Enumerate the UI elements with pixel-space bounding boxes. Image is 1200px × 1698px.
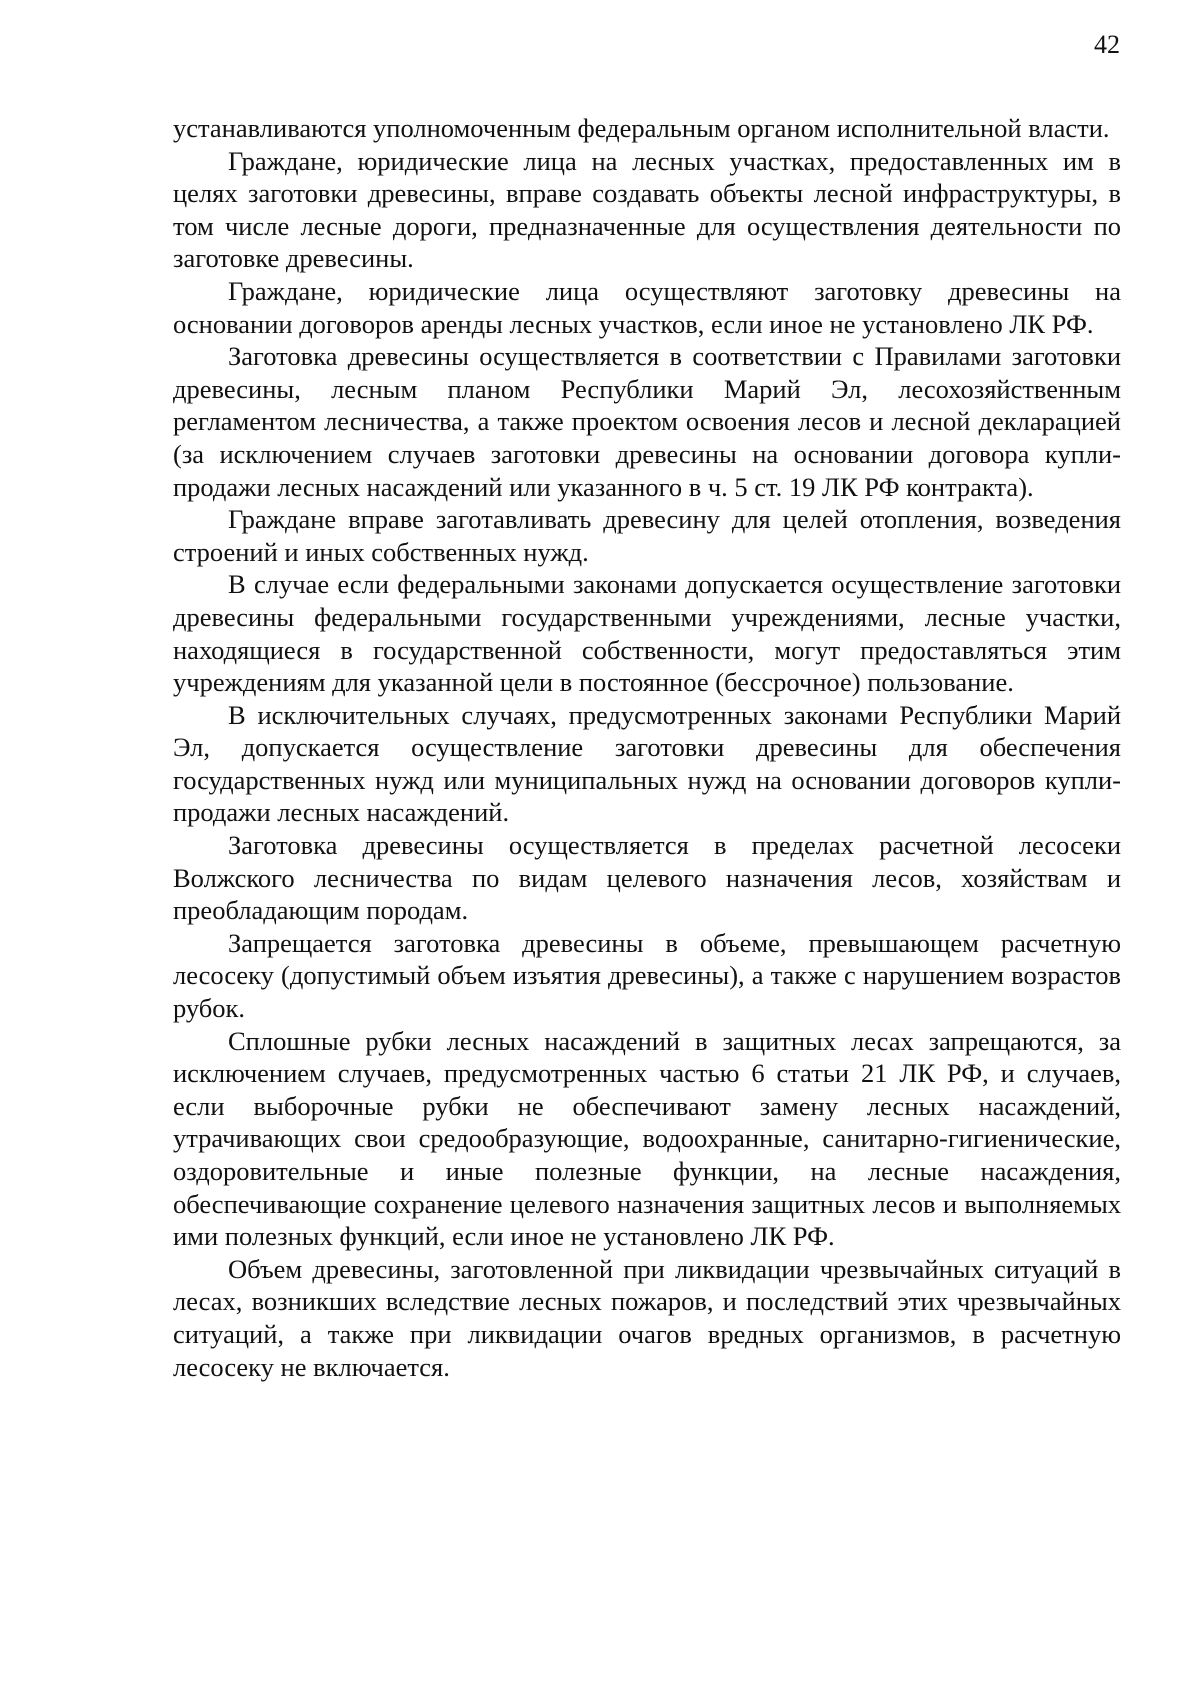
paragraph-harvesting-rules: Заготовка древесины осуществляется в соответствии с Правилами заготовки древесины, лесным планом Республики Марий Эл, лесохозяйственным регламентом лесничества, а также проектом освоения лесов и лесной декларацией (за исключением случаев заготовки древесины на основании договора купли-продажи лесных насаждений или указанного в ч. 5 ст. 19 ЛК РФ контракта). bbox=[173, 341, 1121, 502]
paragraph-allowable-cut: Заготовка древесины осуществляется в пределах расчетной лесосеки Волжского лесничества по видам целевого назначения лесов, хозяйствам и преобладающим породам. bbox=[173, 830, 1121, 926]
document-body bbox=[173, 112, 1121, 1383]
paragraph-clear-cutting: Сплошные рубки лесных насаждений в защитных лесах запрещаются, за исключением случаев, предусмотренных частью 6 статьи 21 ЛК РФ, и случаев, если выборочные рубки не обеспечивают замену лесных насаждений, утрачивающих свои средообразующие, водоохранные, санитарно-гигиенические, оздоровительные и иные полезные функции, на лесные насаждения, обеспечивающие сохранение целевого назначения защитных лесов и выполняемых ими полезных функций, если иное не установлено ЛК РФ. bbox=[173, 1025, 1121, 1252]
paragraph-lease-agreements: Граждане, юридические лица осуществляют заготовку древесины на основании договоров аренды лесных участков, если иное не установлено ЛК РФ. bbox=[173, 275, 1121, 339]
paragraph-continuation: устанавливаются уполномоченным федеральным органом исполнительной власти. bbox=[173, 113, 1110, 143]
paragraph-exceptional-cases: В исключительных случаях, предусмотренных законами Республики Марий Эл, допускается осуществление заготовки древесины для обеспечения государственных нужд или муниципальных нужд на основании договоров купли-продажи лесных насаждений. bbox=[173, 699, 1121, 828]
paragraph-emergency-volume: Объем древесины, заготовленной при ликвидации чрезвычайных ситуаций в лесах, возникших вследствие лесных пожаров, и последствий этих чрезвычайных ситуаций, а также при ликвидации очагов вредных организмов, в расчетную лесосеку не включается. bbox=[173, 1253, 1121, 1382]
paragraph-forest-infrastructure: Граждане, юридические лица на лесных участках, предоставленных им в целях заготовки древесины, вправе создавать объекты лесной инфраструктуры, в том числе лесные дороги, предназначенные для осуществления деятельности по заготовке древесины. bbox=[173, 145, 1121, 274]
paragraph-citizens-own-needs: Граждане вправе заготавливать древесину для целей отопления, возведения строений и иных собственных нужд. bbox=[173, 504, 1121, 567]
paragraph-prohibition: Запрещается заготовка древесины в объеме, превышающем расчетную лесосеку (допустимый объем изъятия древесины), а также с нарушением возрастов рубок. bbox=[173, 927, 1121, 1024]
paragraph-federal-institutions: В случае если федеральными законами допускается осуществление заготовки древесины федеральными государственными учреждениями, лесные участки, находящиеся в государственной собственности, могут предоставляться этим учреждениям для указанной цели в постоянное (бессрочное) пользование. bbox=[173, 569, 1121, 698]
page-number: 42 bbox=[1094, 30, 1120, 59]
